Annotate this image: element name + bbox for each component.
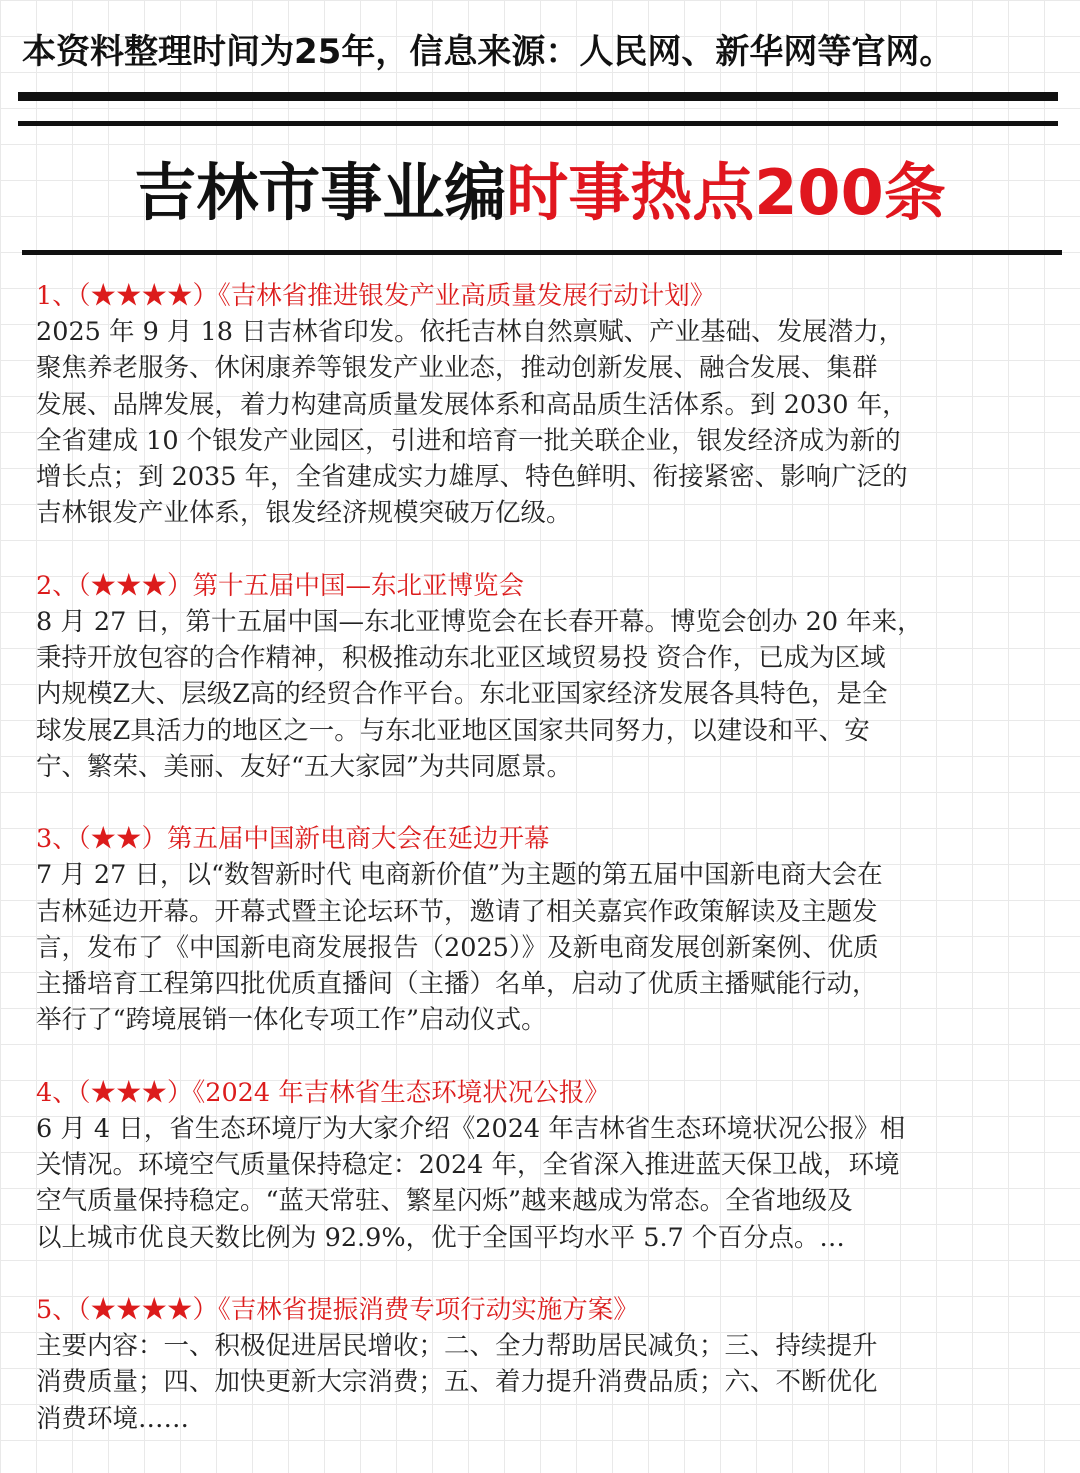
- topic-heading: 2、（★★★）第十五届中国—东北亚博览会: [36, 570, 524, 601]
- topic-item-3: [36, 821, 1066, 1038]
- topic-heading: 3、（★★）第五届中国新电商大会在延边开幕: [36, 824, 550, 855]
- body-line: 6 月 4 日，省生态环境厅为大家介绍《2024 年吉林省生态环境状况公报》相: [36, 1113, 906, 1144]
- topic-body: [36, 604, 1066, 785]
- hot-topics-list: [36, 278, 1066, 1473]
- topic-item-5: [36, 1292, 1066, 1437]
- body-line: 吉林延边开幕。开幕式暨主论坛环节，邀请了相关嘉宾作政策解读及主题发: [36, 896, 878, 927]
- title-divider: [22, 250, 1062, 255]
- body-line: 增长点；到 2035 年，全省建成实力雄厚、特色鲜明、衔接紧密、影响广泛的: [36, 462, 908, 493]
- topic-body: [36, 314, 1066, 532]
- body-line: 8 月 27 日，第十五届中国—东北亚博览会在长春开幕。博览会创办 20 年来，: [36, 606, 923, 637]
- body-line: 言，发布了《中国新电商发展报告（2025）》及新电商发展创新案例、优质: [36, 932, 879, 963]
- topic-heading: 1、（★★★★）《吉林省推进银发产业高质量发展行动计划》: [36, 281, 716, 311]
- body-line: 7 月 27 日，以“数智新时代 电商新价值”为主题的第五届中国新电商大会在: [36, 860, 883, 891]
- body-line: 消费环境……: [36, 1403, 190, 1434]
- body-line: 宁、繁荣、美丽、友好“五大家园”为共同愿景。: [36, 751, 573, 782]
- body-line: 秉持开放包容的合作精神，积极推动东北亚区域贸易投 资合作，已成为区域: [36, 643, 886, 674]
- topic-heading: 4、（★★★）《2024 年吉林省生态环境状况公报》: [36, 1077, 610, 1108]
- title-part-black: 吉林市事业编: [134, 156, 507, 229]
- topic-body: [36, 1328, 1066, 1437]
- body-line: 主要内容：一、积极促进居民增收；二、全力帮助居民减负；三、持续提升: [36, 1330, 878, 1361]
- page-title: [0, 138, 1080, 248]
- body-line: 发展、品牌发展，着力构建高质量发展体系和高品质生活体系。到 2030 年，: [36, 389, 908, 420]
- body-line: 内规模Z大、层级Z高的经贸合作平台。东北亚国家经济发展各具特色，是全: [36, 679, 888, 710]
- body-line: 举行了“跨境展销一体化专项工作”启动仪式。: [36, 1005, 547, 1036]
- top-thin-divider: [18, 121, 1058, 126]
- body-line: 2025 年 9 月 18 日吉林省印发。依托吉林自然禀赋、产业基础、发展潜力，: [36, 317, 905, 347]
- top-thick-divider: [18, 92, 1058, 101]
- topic-body: [36, 1111, 1066, 1256]
- body-line: 以上城市优良天数比例为 92.9%，优于全国平均水平 5.7 个百分点。…: [36, 1222, 845, 1253]
- topic-heading: 5、（★★★★）《吉林省提振消费专项行动实施方案》: [36, 1294, 639, 1325]
- body-line: 空气质量保持稳定。“蓝天常驻、繁星闪烁”越来越成为常态。全省地级及: [36, 1186, 853, 1217]
- topic-item-1: [36, 278, 1066, 532]
- topic-item-2: [36, 568, 1066, 785]
- title-part-red: 时事热点200条: [506, 156, 946, 229]
- source-notice: 本资料整理时间为25年，信息来源：人民网、新华网等官网。: [22, 32, 954, 72]
- body-line: 全省建成 10 个银发产业园区，引进和培育一批关联企业，银发经济成为新的: [36, 425, 901, 456]
- body-line: 吉林银发产业体系，银发经济规模突破万亿级。: [36, 498, 572, 529]
- body-line: 关情况。环境空气质量保持稳定：2024 年，全省深入推进蓝天保卫战，环境: [36, 1150, 900, 1181]
- body-line: 主播培育工程第四批优质直播间（主播）名单，启动了优质主播赋能行动，: [36, 969, 878, 1000]
- topic-item-4: [36, 1075, 1066, 1256]
- body-line: 球发展Z具活力的地区之一。与东北亚地区国家共同努力，以建设和平、安: [36, 715, 870, 746]
- body-line: 消费质量；四、加快更新大宗消费；五、着力提升消费品质；六、不断优化: [36, 1367, 878, 1398]
- body-line: 聚焦养老服务、休闲康养等银发产业业态，推动创新发展、融合发展、集群: [36, 353, 878, 384]
- topic-body: [36, 857, 1066, 1038]
